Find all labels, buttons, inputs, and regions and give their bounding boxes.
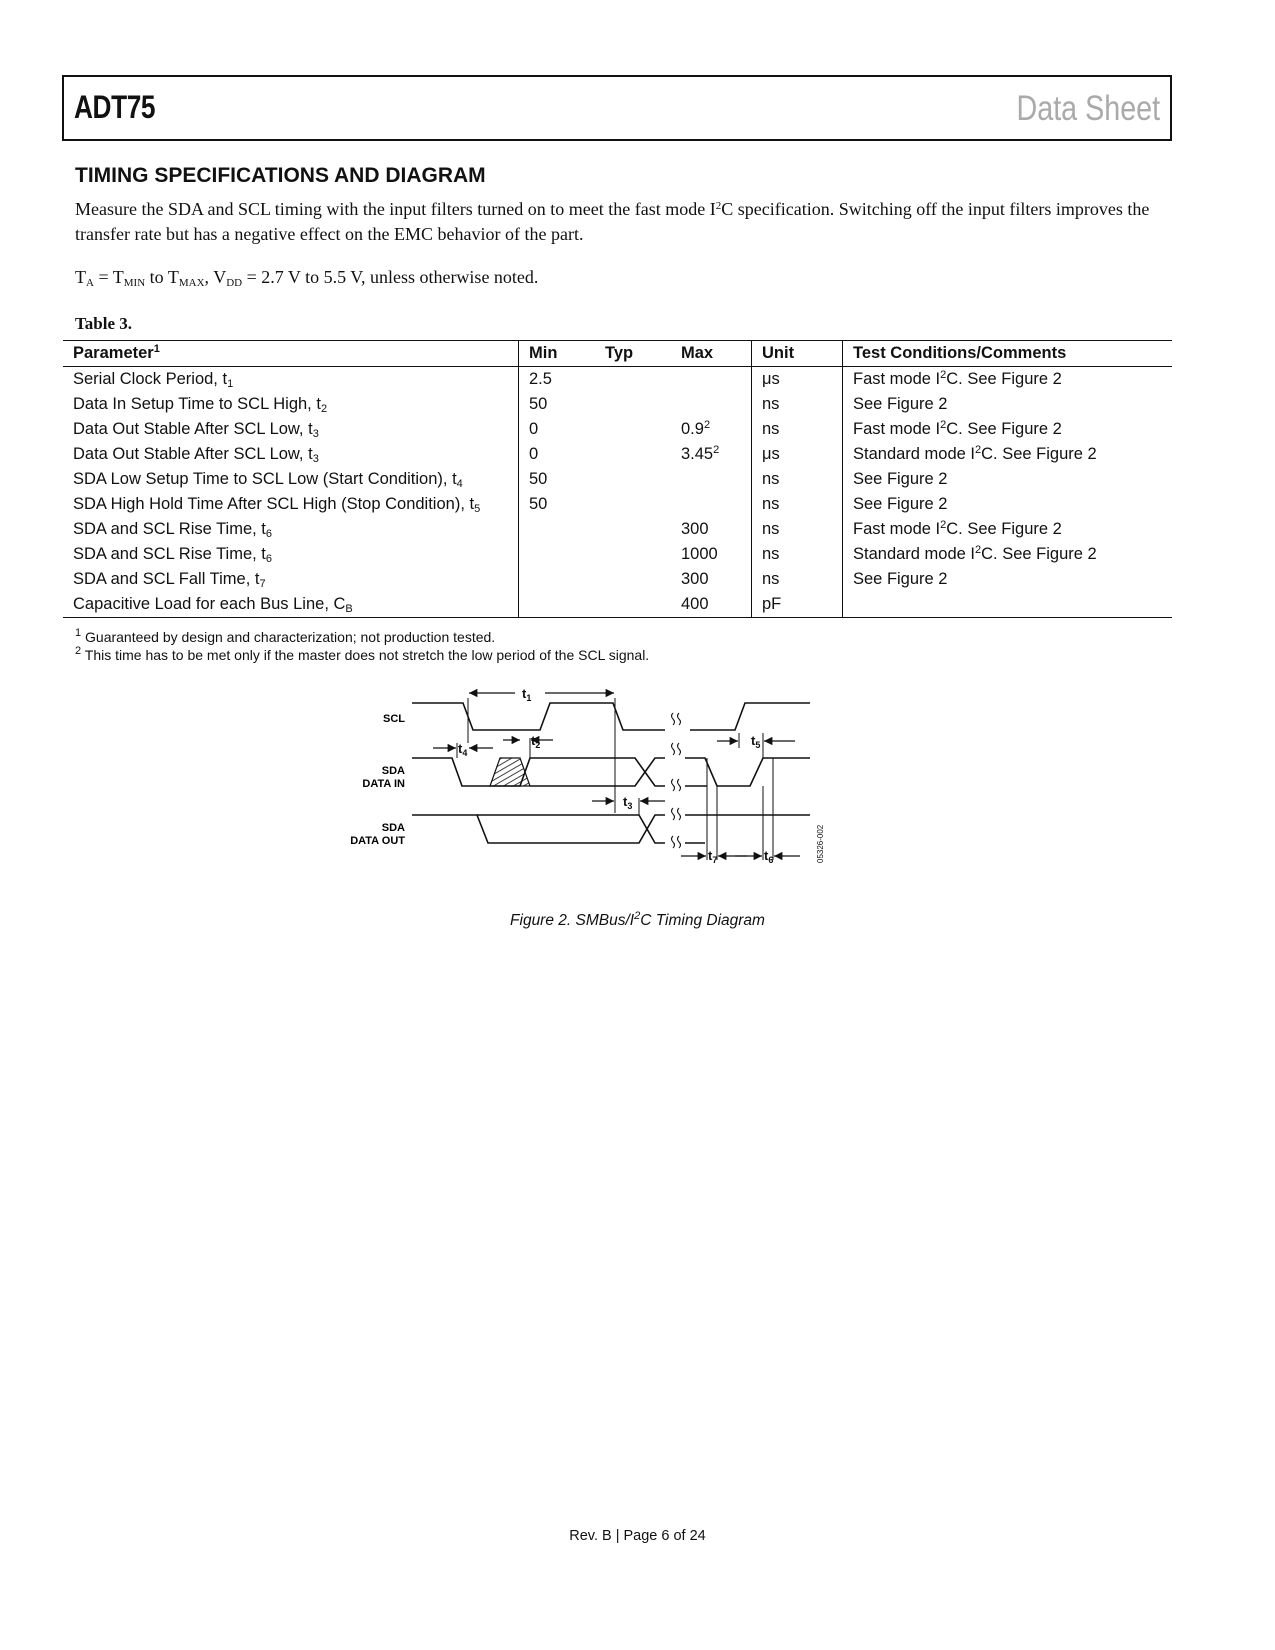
table-row — [63, 367, 1172, 393]
cell-parameter: Serial Clock Period, $t_1$ — [63, 367, 519, 393]
cell-max: 3.45$^2$ — [671, 442, 752, 467]
t3-label: $t_3$ — [623, 794, 633, 811]
cell-min: 50 — [529, 470, 548, 488]
cell-typ — [595, 392, 671, 417]
cell-typ — [595, 542, 671, 567]
footnotes — [75, 628, 649, 664]
operating-conditions: $T_A = T_{MIN}$ to $T_{MAX}$, $V_{DD} = 2.7$ V to 5.5 V, unless otherwise noted. — [75, 267, 539, 289]
cell-min: 0 — [529, 420, 539, 438]
table-row — [63, 467, 1172, 492]
cell-comments: See Figure 2 — [853, 470, 948, 488]
scl-waveform-end — [690, 703, 810, 730]
cell-parameter: SDA and SCL Fall Time, $t_7$ — [63, 567, 519, 592]
cell-parameter: Data Out Stable After SCL Low, $t_3$ — [63, 442, 519, 467]
col-unit: Unit — [752, 341, 843, 367]
cell-comments — [843, 592, 1173, 618]
cell-comments: Fast mode $I^2C$. See Figure 2 — [853, 519, 1062, 538]
cell-unit: ns — [752, 492, 843, 517]
sda-in-low — [530, 772, 665, 786]
cell-unit: ns — [752, 567, 843, 592]
col-max: Max — [671, 341, 752, 367]
page-footer: Rev. B | Page 6 of 24 — [569, 1528, 706, 1544]
break-marks — [672, 713, 681, 848]
sda-in-label-1: SDA — [381, 765, 405, 777]
t1-label: $t_1$ — [522, 686, 532, 703]
cell-parameter: Data In Setup Time to SCL High, $t_2$ — [63, 392, 519, 417]
cell-unit: ns — [752, 542, 843, 567]
sda-out-low — [477, 815, 665, 829]
cell-typ — [595, 517, 671, 542]
cell-typ — [595, 467, 671, 492]
table-row — [63, 442, 1172, 467]
product-name: ADT75 — [74, 89, 156, 125]
cell-min — [519, 592, 596, 618]
table-header-row — [63, 341, 1172, 367]
cell-max — [671, 467, 752, 492]
cell-min — [519, 517, 596, 542]
sda-in-end-top — [685, 758, 810, 786]
cell-max — [671, 492, 752, 517]
cell-comments: Standard mode $I^2C$. See Figure 2 — [853, 544, 1097, 563]
doc-type: Data Sheet — [1016, 89, 1160, 128]
cell-min: 50 — [529, 395, 548, 413]
cell-comments: See Figure 2 — [853, 395, 948, 413]
cell-min: 2.5 — [529, 370, 552, 388]
setup-hatch — [490, 758, 530, 786]
table-row — [63, 492, 1172, 517]
cell-min: 50 — [529, 495, 548, 513]
cell-typ — [595, 592, 671, 618]
cell-unit: ns — [752, 467, 843, 492]
scl-waveform — [412, 703, 665, 730]
cell-typ — [595, 492, 671, 517]
cell-comments: Standard mode $I^2C$. See Figure 2 — [853, 444, 1097, 463]
table-row — [63, 542, 1172, 567]
cell-typ — [595, 367, 671, 393]
table-caption: Table 3. — [75, 314, 133, 333]
sda-out-label-2: DATA OUT — [350, 835, 405, 847]
sda-in-label-2: DATA IN — [362, 778, 405, 790]
cell-comments: Fast mode $I^2C$. See Figure 2 — [853, 369, 1062, 388]
cell-unit: μs — [752, 442, 843, 467]
cell-parameter: SDA and SCL Rise Time, $t_6$ — [63, 542, 519, 567]
cell-parameter: SDA Low Setup Time to SCL Low (Start Condition), $t_4$ — [63, 467, 519, 492]
cell-min — [519, 567, 596, 592]
table-row — [63, 392, 1172, 417]
cell-max: $0.9^2$ — [671, 417, 752, 442]
col-parameter: Parameter$^1$ — [63, 341, 519, 367]
intro-paragraph: Measure the SDA and SCL timing with the input filters turned on to meet the fast mode $I^2C$ specification. Switching off the input filters improves the transfer rate but has a negative effect on the EMC behavior of the part. — [75, 199, 1150, 244]
footnote-2: $^2$ This time has to be met only if the master does not stretch the low period of the SCL signal. — [75, 645, 650, 663]
cell-typ — [595, 442, 671, 467]
cell-typ — [595, 567, 671, 592]
col-comments: Test Conditions/Comments — [843, 341, 1173, 367]
page-header — [62, 75, 1172, 141]
table-row — [63, 567, 1172, 592]
cell-comments: See Figure 2 — [853, 495, 948, 513]
cell-max: 300 — [671, 517, 752, 542]
col-typ: Typ — [595, 341, 671, 367]
table-row — [63, 417, 1172, 442]
t2-label: $t_2$ — [531, 733, 541, 750]
col-min: Min — [519, 341, 596, 367]
cell-comments: Fast mode $I^2C$. See Figure 2 — [853, 419, 1062, 438]
cell-unit: μs — [752, 367, 843, 393]
cell-unit: ns — [752, 392, 843, 417]
cell-unit: pF — [752, 592, 843, 618]
footnote-1: $^1$ Guaranteed by design and characterization; not production tested. — [75, 627, 496, 645]
section-title: TIMING SPECIFICATIONS AND DIAGRAM — [75, 164, 486, 187]
table-row — [63, 517, 1172, 542]
t6-label: $t_6$ — [764, 848, 774, 865]
cell-comments: See Figure 2 — [853, 570, 948, 588]
cell-max: 1000 — [671, 542, 752, 567]
sda-out-top — [412, 815, 665, 843]
sda-in-top — [412, 758, 490, 786]
t4-label: $t_4$ — [458, 741, 468, 758]
cell-typ — [595, 417, 671, 442]
part-code: 05326-002 — [816, 824, 825, 863]
cell-unit: ns — [752, 517, 843, 542]
cell-max: 300 — [671, 567, 752, 592]
scl-label: SCL — [383, 713, 405, 725]
timing-spec-table — [63, 340, 1172, 618]
sda-out-label-1: SDA — [381, 822, 405, 834]
table-row — [63, 592, 1172, 618]
cell-parameter: Capacitive Load for each Bus Line, $C_B$ — [63, 592, 519, 618]
cell-max: 400 — [671, 592, 752, 618]
timing-diagram — [350, 686, 855, 898]
figure-caption: Figure 2. SMBus/$I^2C$ Timing Diagram — [510, 910, 765, 929]
cell-parameter: SDA and SCL Rise Time, $t_6$ — [63, 517, 519, 542]
t5-label: $t_5$ — [751, 733, 761, 750]
cell-min — [519, 542, 596, 567]
cell-parameter: SDA High Hold Time After SCL High (Stop Condition), $t_5$ — [63, 492, 519, 517]
cell-max — [671, 392, 752, 417]
cell-parameter: Data Out Stable After SCL Low, $t_3$ — [63, 417, 519, 442]
cell-unit: ns — [752, 417, 843, 442]
cell-min: 0 — [529, 445, 539, 463]
cell-max — [671, 367, 752, 393]
t7-label: $t_7$ — [708, 848, 718, 865]
